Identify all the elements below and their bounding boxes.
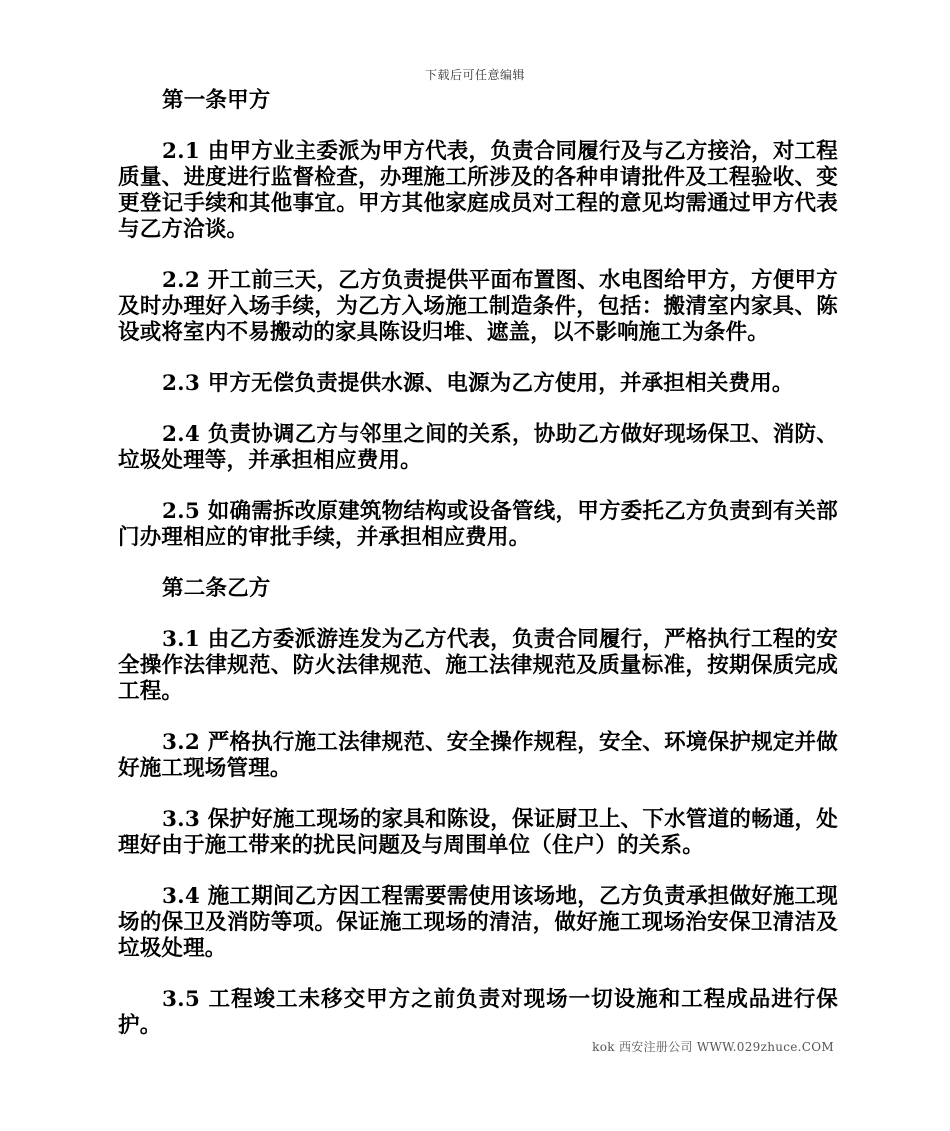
section-heading-party-b: 第二条乙方 (162, 576, 271, 601)
footer-watermark-text: kok 西安注册公司 WWW.029zhuce.COM (592, 1040, 834, 1054)
clause-3-4: 3.4 施工期间乙方因工程需要需使用该场地，乙方负责承担做好施工现场的保卫及消防等项。保证施工现场的清洁，做好施工现场治安保卫清洁及垃圾处理。 (118, 884, 838, 961)
clause-2-4: 2.4 负责协调乙方与邻里之间的关系，协助乙方做好现场保卫、消防、垃圾处理等，并承担相应费用。 (118, 422, 838, 473)
section-heading-party-a: 第一条甲方 (162, 88, 271, 113)
document-body (118, 88, 838, 1064)
clause-2-2: 2.2 开工前三天，乙方负责提供平面布置图、水电图给甲方，方便甲方及时办理好入场手续，为乙方入场施工制造条件，包括：搬清室内家具、陈设或将室内不易搬动的家具陈设归堆、遮盖，以不影响施工为条件。 (118, 268, 838, 345)
clause-2-3: 2.3 甲方无偿负责提供水源、电源为乙方使用，并承担相关费用。 (162, 371, 794, 396)
clause-2-1: 2.1 由甲方业主委派为甲方代表，负责合同履行及与乙方接洽，对工程质量、进度进行监督检查，办理施工所涉及的各种申请批件及工程验收、变更登记手续和其他事宜。甲方其他家庭成员对工程的意见均需通过甲方代表与乙方洽谈。 (118, 139, 838, 242)
clause-3-3: 3.3 保护好施工现场的家具和陈设，保证厨卫上、下水管道的畅通，处理好由于施工带来的扰民问题及与周围单位（住户）的关系。 (118, 807, 838, 858)
clause-3-5: 3.5 工程竣工未移交甲方之前负责对现场一切设施和工程成品进行保护。 (118, 987, 838, 1038)
clause-3-1: 3.1 由乙方委派游连发为乙方代表，负责合同履行，严格执行工程的安全操作法律规范、防火法律规范、施工法律规范及质量标准，按期保质完成工程。 (118, 627, 838, 704)
clause-3-2: 3.2 严格执行施工法律规范、安全操作规程，安全、环境保护规定并做好施工现场管理。 (118, 730, 838, 781)
clause-2-5: 2.5 如确需拆改原建筑物结构或设备管线，甲方委托乙方负责到有关部门办理相应的审批手续，并承担相应费用。 (118, 499, 838, 550)
header-note: 下载后可任意编辑 (424, 68, 525, 82)
